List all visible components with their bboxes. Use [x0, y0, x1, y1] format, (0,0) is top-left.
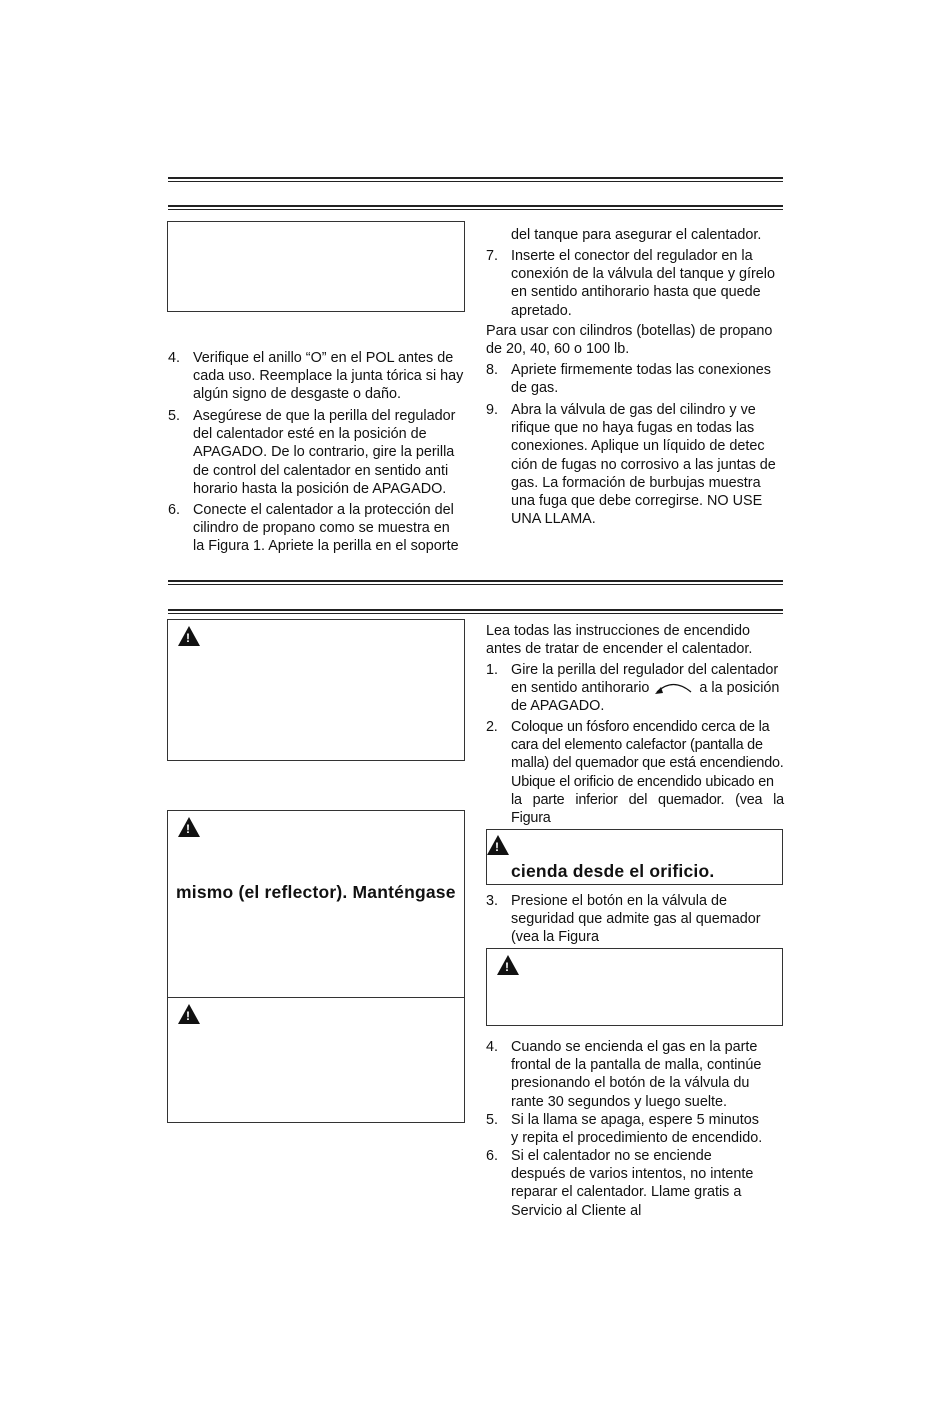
section-rule-bottom-thin	[168, 613, 783, 614]
section-rule-top	[168, 580, 783, 582]
warning-triangle-icon	[487, 835, 509, 855]
text-line: Ubique el orificio de encendido ubicado en	[511, 773, 774, 790]
item-number: 7.	[486, 248, 499, 264]
text-line: Servicio al Cliente al	[511, 1202, 642, 1219]
text-line: antes de tratar de encender el calentador.	[486, 641, 753, 658]
text-line: Coloque un fósforo encendido cerca de la	[511, 719, 770, 735]
text-line: Apriete firmemente todas las conexiones	[511, 362, 771, 378]
item-number: 6.	[168, 502, 181, 518]
warning-triangle-icon	[497, 955, 519, 975]
text-line: presionando el botón de la válvula du	[511, 1075, 750, 1092]
text-line: apretado.	[511, 302, 572, 319]
text-line: rante 30 segundos y luego suelte.	[511, 1093, 728, 1110]
item-number: 2.	[486, 719, 498, 735]
notice-box-top-left	[167, 221, 465, 312]
text-line: Verifique el anillo “O” en el POL antes de	[193, 350, 454, 366]
text-line: Si la llama se apaga, espere 5 minutos	[511, 1112, 759, 1128]
text-line: ción de fugas no corrosivo a las juntas de	[511, 456, 776, 473]
item-number: 4.	[168, 350, 181, 366]
continuation-line: del tanque para asegurar el calentador.	[511, 227, 762, 243]
header-rule-bottom	[168, 205, 783, 207]
text-line: conexión de la válvula del tanque y gírelo	[511, 266, 776, 283]
propane-note	[486, 322, 784, 358]
text-line: Si el calentador no se enciende	[511, 1148, 712, 1164]
warning-bold-text: cienda desde el orificio.	[511, 861, 715, 881]
text-line: rifique que no haya fugas en todas las	[511, 420, 755, 437]
text-line: Conecte el calentador a la protección del	[193, 502, 454, 518]
text-line: Asegúrese de que la perilla del regulador	[193, 408, 456, 424]
warning-box-2	[167, 810, 465, 998]
text-line: la Figura 1. Apriete la perilla en el soporte	[193, 538, 459, 555]
text-line: en sentido antihorario	[511, 680, 650, 697]
text-line: y repita el procedimiento de encendido.	[511, 1130, 763, 1147]
text-line: de gas.	[511, 380, 559, 397]
text-line: frontal de la pantalla de malla, continúe	[511, 1057, 762, 1074]
text-line: cara del elemento calefactor (pantalla de	[511, 737, 763, 754]
warning-bold-text: mismo (el reflector). Manténgase	[176, 882, 456, 902]
warning-box-3	[167, 997, 465, 1123]
text-line: algún signo de desgaste o daño.	[193, 386, 402, 403]
text-line: Para usar con cilindros (botellas) de propano	[486, 323, 773, 339]
item-number: 3.	[486, 893, 499, 909]
text-line: APAGADO. De lo contrario, gire la perilla	[193, 444, 455, 461]
text-line: Presione el botón en la válvula de	[511, 893, 728, 909]
text-line-with-arrow	[511, 679, 784, 697]
section-rule-top-thin	[168, 584, 783, 585]
text-line: Inserte el conector del regulador en la	[511, 248, 753, 264]
item-number: 5.	[486, 1112, 499, 1128]
section-rule-bottom	[168, 609, 783, 611]
text-line: Cuando se encienda el gas en la parte	[511, 1039, 758, 1055]
text-line: la parte inferior del quemador. (vea la Figura	[511, 791, 784, 827]
text-line: malla) del quemador que está encendiendo.	[511, 755, 784, 772]
warning-box-right-2	[486, 948, 783, 1026]
text-line: Lea todas las instrucciones de encendido	[486, 623, 751, 639]
warning-triangle-icon	[178, 1004, 200, 1024]
text-line: una fuga que debe corregirse. NO USE	[511, 493, 763, 510]
text-line: cilindro de propano como se muestra en	[193, 520, 450, 537]
item-number: 4.	[486, 1039, 499, 1055]
text-line: conexiones. Aplique un líquido de detec	[511, 438, 765, 455]
text-line: seguridad que admite gas al quemador	[511, 911, 761, 928]
text-line: después de varios intentos, no intente	[511, 1166, 754, 1183]
text-line: reparar el calentador. Llame gratis a	[511, 1184, 742, 1201]
text-line: UNA LLAMA.	[511, 511, 596, 528]
item-number: 1.	[486, 662, 499, 678]
text-line: (vea la Figura	[511, 929, 599, 946]
item-number: 5.	[168, 408, 181, 424]
text-line: del calentador esté en la posición de	[193, 426, 427, 443]
text-line: de control del calentador en sentido anti	[193, 462, 449, 479]
text-line: a la posición	[699, 680, 780, 697]
counterclockwise-arrow-icon	[653, 681, 695, 695]
warning-triangle-icon	[178, 817, 200, 837]
text-line: en sentido antihorario hasta que quede	[511, 284, 761, 301]
header-rule-top	[168, 177, 783, 179]
header-rule-top-thin	[168, 181, 783, 182]
warning-box-1	[167, 619, 465, 761]
warning-box-right-1	[486, 829, 783, 885]
text-line: gas. La formación de burbujas muestra	[511, 474, 761, 491]
text-line: cada uso. Reemplace la junta tórica si hay	[193, 368, 464, 385]
text-line: horario hasta la posición de APAGADO.	[193, 480, 447, 497]
item-number: 9.	[486, 402, 499, 418]
lighting-intro	[486, 622, 784, 658]
text-line: Gire la perilla del regulador del calentador	[511, 662, 779, 678]
header-rule-bottom-thin	[168, 209, 783, 210]
text-line: Abra la válvula de gas del cilindro y ve	[511, 402, 756, 418]
text-line: de 20, 40, 60 o 100 lb.	[486, 341, 630, 358]
text-line: de APAGADO.	[511, 698, 605, 715]
item-number: 6.	[486, 1148, 499, 1164]
warning-triangle-icon	[178, 626, 200, 646]
item-number: 8.	[486, 362, 499, 378]
